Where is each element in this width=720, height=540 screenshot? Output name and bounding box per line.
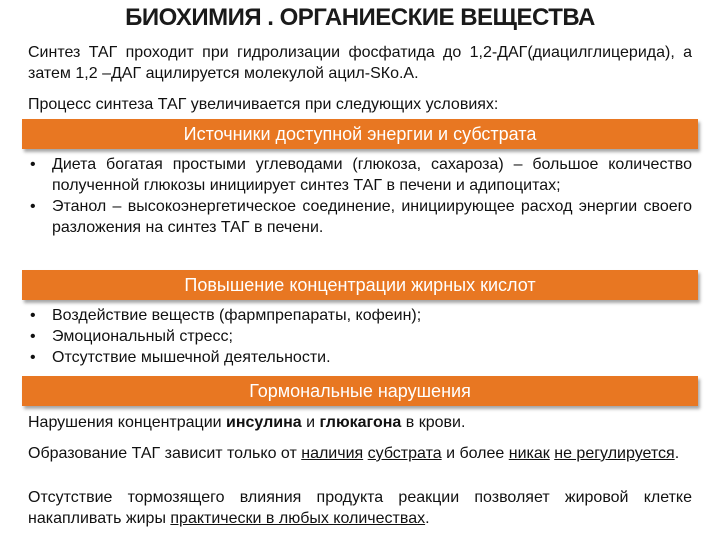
list-item	[28, 305, 692, 326]
glucagon-term: глюкагона	[319, 414, 402, 431]
list-item	[28, 196, 692, 238]
section-heading-fatty-acids: Повышение концентрации жирных кислот	[22, 270, 698, 300]
conclusion-paragraph-2: Отсутствие тормозящего влияния продукта реакции позволяет жировой клетке накапливать жиры практически в любых количествах.	[28, 489, 692, 527]
section-heading-energy: Источники доступной энергии и субстрата	[22, 119, 698, 149]
list-item-text: Воздействие веществ (фармпрепараты, кофеин);	[52, 307, 422, 324]
list-item	[28, 154, 692, 196]
list-item-text: Эмоциональный стресс;	[52, 328, 233, 345]
list-item	[28, 347, 692, 368]
page-title: БИОХИМИЯ . ОРГАНИЕСКИЕ ВЕЩЕСТВА	[125, 4, 595, 31]
list-item-text: Этанол – высокоэнергетическое соединение, инициирующее расход энергии своего разложения на синтез ТАГ в печени.	[52, 198, 692, 236]
bullet-icon: •	[30, 198, 36, 215]
list-item-text: Диета богатая простыми углеводами (глюкоза, сахароза) – большое количество полученной глюкозы инициирует синтез ТАГ в печени и адипоцитах;	[52, 156, 692, 194]
list-item	[28, 326, 692, 347]
intro-paragraph: Синтез ТАГ проходит при гидролизации фосфатида до 1,2-ДАГ(диацилглицерида), а затем 1,2 –ДАГ ацилируется молекулой ацил-SКо.А.	[28, 44, 692, 82]
fatty-acids-list	[28, 305, 692, 368]
conditions-intro: Процесс синтеза ТАГ увеличивается при следующих условиях:	[28, 96, 499, 113]
bullet-icon: •	[30, 307, 36, 324]
bullet-icon: •	[30, 156, 36, 173]
hormones-text: Нарушения концентрации инсулина и глюкагона в крови.	[28, 414, 466, 431]
bullet-icon: •	[30, 349, 36, 366]
energy-list	[28, 154, 692, 238]
list-item-text: Отсутствие мышечной деятельности.	[52, 349, 331, 366]
section-heading-hormones: Гормональные нарушения	[22, 376, 698, 406]
bullet-icon: •	[30, 328, 36, 345]
conclusion-paragraph-1: Образование ТАГ зависит только от наличия субстрата и более никак не регулируется.	[28, 445, 680, 462]
insulin-term: инсулина	[226, 414, 302, 431]
